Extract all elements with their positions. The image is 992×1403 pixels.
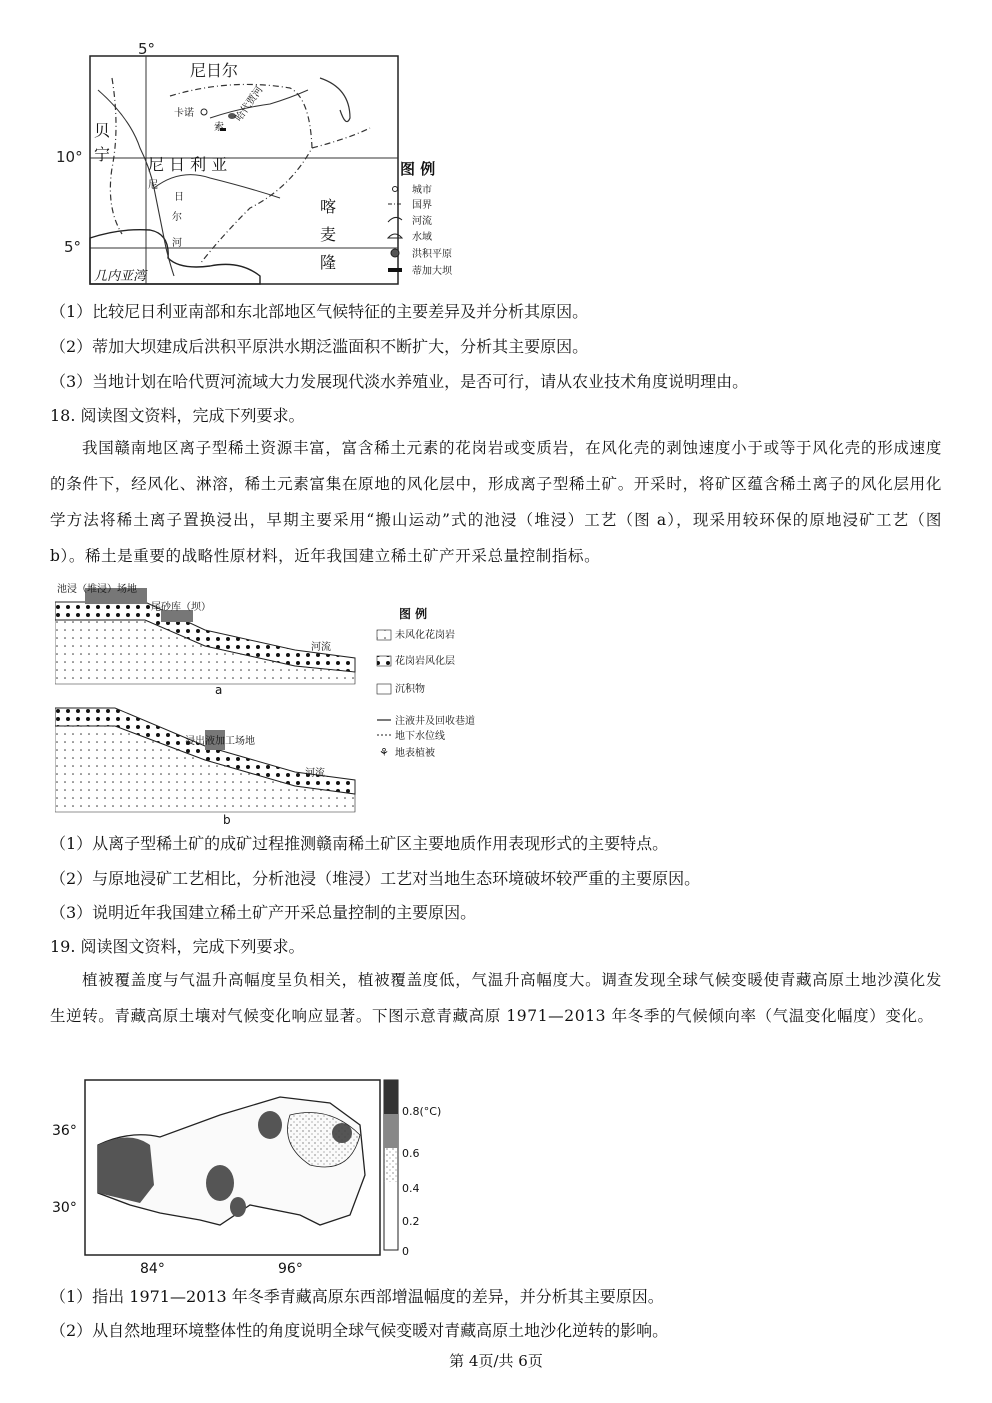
lon-84: 84° (140, 1261, 165, 1277)
q19-item-2: （2）从自然地理环境整体性的角度说明全球气候变暖对青藏高原土地沙化逆转的影响。 (50, 1321, 669, 1340)
q19-paragraph: 植被覆盖度与气温升高幅度呈负相关，植被覆盖度低，气温升高幅度大。调查发现全球气候变暖使青藏高原土地沙漠化发生逆转。青藏高原土壤对气候变化响应显著。下图示意青藏高原 1971—2013 年冬季的气候倾向率（气温变化幅度）变化。 (50, 971, 942, 1025)
river-b-label: 河流 (305, 768, 325, 779)
map-lat-10: 10° (56, 148, 83, 166)
label-gulf: 几内亚湾 (94, 269, 147, 284)
legend-sediment: 沉积物 (395, 684, 425, 695)
diagram-legend-title: 图 例 (399, 607, 428, 621)
q18-item-3: （3）说明近年我国建立稀土矿产开采总量控制的主要原因。 (50, 903, 477, 922)
tailings-label: 尾砂库（坝） (151, 602, 211, 613)
legend-water: 水域 (412, 232, 432, 243)
map-lat-top: 5° (138, 40, 156, 58)
q17-item-1: （1）比较尼日利亚南部和东北部地区气候特征的主要差异及并分析其原因。 (50, 302, 589, 321)
legend-floodplain: 洪积平原 (412, 249, 452, 260)
scale-08: 0.8(°C) (402, 1105, 442, 1118)
legend-border: 国界 (412, 200, 432, 211)
river-a-label: 河流 (311, 642, 331, 653)
lat-30: 30° (52, 1200, 77, 1216)
label-niger-river-2: 日 (174, 192, 184, 203)
diagram-label-b: b (223, 813, 231, 827)
site-a-label: 池浸（堆浸）场地 (57, 584, 137, 595)
legend-weathered: 花岗岩风化层 (395, 656, 455, 667)
map-lat-5: 5° (64, 238, 82, 256)
site-b-label: 浸出液加工场地 (185, 736, 255, 747)
legend-dam: 蒂加大坝 (412, 266, 452, 277)
tibet-climate-map (50, 1075, 445, 1280)
legend-city: 城市 (412, 185, 432, 196)
scale-06: 0.6 (402, 1147, 420, 1160)
legend-river: 河流 (412, 216, 432, 227)
q18-item-1: （1）从离子型稀土矿的成矿过程推测赣南稀土矿区主要地质作用表现形式的主要特点。 (50, 834, 669, 853)
label-benin-1: 贝 (94, 121, 111, 140)
q18-paragraph: 我国赣南地区离子型稀土资源丰富，富含稀土元素的花岗岩或变质岩，在风化壳的剥蚀速度小于或等于风化壳的形成速度的条件下，经风化、淋溶，稀土元素富集在原地的风化层中，形成离子型稀土矿。开采时，将矿区蕴含稀土离子的风化层用化学方法将稀土离子置换浸出，早期主要采用“搬山运动”式的池浸（堆浸）工艺（图 a），现采用较环保的原地浸矿工艺（图 b）。稀土是重要的战略性原材料，近年我国建立稀土矿产开采总量控制指标。 (50, 439, 942, 565)
diagram-label-a: a (215, 683, 223, 697)
legend-water-icon (388, 234, 402, 238)
legend-well: 注液井及回收巷道 (395, 716, 475, 727)
nigeria-map (50, 38, 480, 288)
legend-dam-icon (388, 268, 402, 272)
legend-city-icon (393, 187, 398, 192)
q17-item-2: （2）蒂加大坝建成后洪积平原洪水期泛滥面积不断扩大，分析其主要原因。 (50, 337, 589, 356)
lat-36: 36° (52, 1123, 77, 1139)
label-cameroon-1: 喀 (320, 197, 337, 216)
label-niger: 尼日尔 (190, 61, 239, 80)
q17-item-3: （3）当地计划在哈代贾河流域大力发展现代淡水养殖业，是否可行，请从农业技术角度说明理由。 (50, 372, 749, 391)
legend-vegetation-icon: ⚘ (379, 746, 389, 759)
legend-vegetation: 地表植被 (395, 748, 435, 759)
q19-heading: 19. 阅读图文资料，完成下列要求。 (50, 937, 305, 956)
legend-granite-swatch (377, 630, 391, 640)
label-niger-river-1: 尼 (148, 180, 158, 191)
legend-watertable: 地下水位线 (395, 731, 445, 742)
scale-0: 0 (402, 1245, 409, 1258)
scale-04: 0.4 (402, 1182, 420, 1195)
legend-river-icon (388, 217, 402, 222)
label-kano: 卡诺 (174, 108, 194, 119)
legend-granite: 未风化花岗岩 (395, 630, 455, 641)
scale-02: 0.2 (402, 1215, 420, 1228)
label-niger-river-3: 尔 (172, 212, 182, 223)
legend-weathered-swatch (377, 656, 391, 666)
kano-city-marker (201, 109, 207, 115)
nigeria-legend-title: 图 例 (400, 160, 436, 178)
q18-item-2: （2）与原地浸矿工艺相比，分析池浸（堆浸）工艺对当地生态环境破坏较严重的主要原因。 (50, 869, 701, 888)
label-cameroon-3: 隆 (320, 253, 337, 272)
lon-96: 96° (278, 1261, 303, 1277)
legend-floodplain-icon (391, 249, 399, 257)
rare-earth-diagram (55, 580, 495, 830)
legend-sediment-swatch (377, 684, 391, 694)
page-footer: 第 4页/共 6页 (449, 1352, 543, 1370)
q19-item-1: （1）指出 1971—2013 年冬季青藏高原东西部增温幅度的差异，并分析其主要原因。 (50, 1287, 664, 1306)
label-hadejia: 哈代贾河 (233, 84, 266, 124)
label-cameroon-2: 麦 (320, 225, 337, 244)
label-sokoto: 索 (214, 122, 224, 133)
label-nigeria: 尼 日 利 亚 (148, 155, 228, 174)
label-benin-2: 宁 (94, 145, 111, 164)
q18-heading: 18. 阅读图文资料，完成下列要求。 (50, 406, 305, 425)
label-niger-river-4: 河 (172, 238, 182, 249)
